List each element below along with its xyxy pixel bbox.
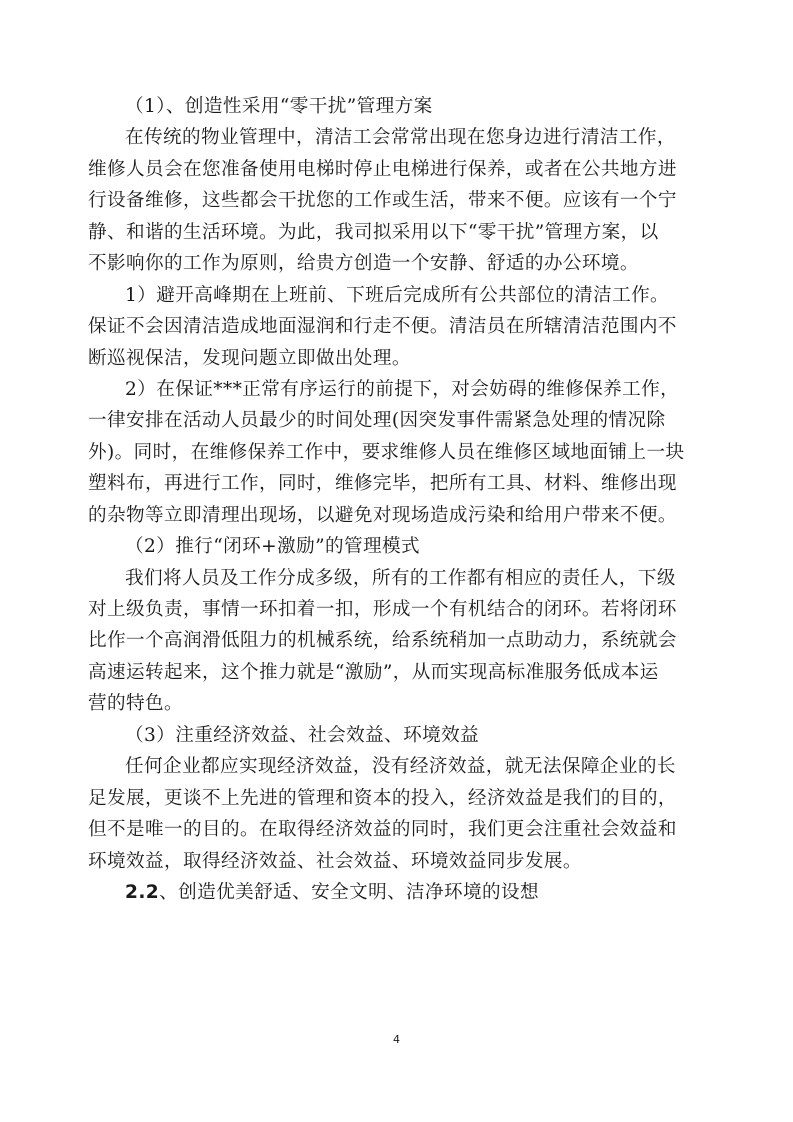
paragraph-line: 行设备维修，这些都会干扰您的工作或生活，带来不便。应该有一个宁 (88, 190, 677, 212)
paragraph-line: 高速运转起来，这个推力就是“激励”，从而实现高标准服务低成本运 (88, 661, 659, 683)
paragraph-line: 在传统的物业管理中，清洁工会常常出现在您身边进行清洁工作， (125, 127, 676, 149)
paragraph-line: 环境效益，取得经济效益、社会效益、环境效益同步发展。 (88, 850, 582, 872)
paragraph-line: 我们将人员及工作分成多级，所有的工作都有相应的责任人，下级 (125, 567, 676, 589)
subheading-zero-interference: （1）、创造性采用“零干扰”管理方案 (125, 96, 433, 117)
paragraph-line: 维修人员会在您准备使用电梯时停止电梯进行保养，或者在公共地方进 (88, 158, 677, 180)
paragraph-line: 一律安排在活动人员最少的时间处理(因突发事件需紧急处理的情况除 (88, 410, 666, 432)
paragraph-line: 不影响你的工作为原则，给贵方创造一个安静、舒适的办公环境。 (88, 253, 639, 275)
list-item-1: 1）避开高峰期在上班前、下班后完成所有公共部位的清洁工作。 (125, 284, 670, 306)
paragraph-line: 对上级负责，事情一环扣着一扣，形成一个有机结合的闭环。若将闭环 (88, 599, 677, 620)
paragraph-line: 静、和谐的生活环境。为此，我司拟采用以下“零干扰”管理方案，以 (88, 221, 659, 243)
paragraph-line: 断巡视保洁，发现问题立即做出处理。 (88, 347, 411, 369)
paragraph-line: 足发展，更谈不上先进的管理和资本的投入，经济效益是我们的目的， (88, 787, 677, 809)
subheading-benefits: （3）注重经济效益、社会效益、环境效益 (125, 724, 480, 746)
section-heading-2-2 (88, 877, 680, 908)
subheading-closed-loop: （2）推行“闭环+激励”的管理模式 (125, 536, 420, 558)
document-page (88, 91, 685, 908)
paragraph-line: 的杂物等立即清理出现场，以避免对现场造成污染和给用户带来不便。 (88, 504, 677, 526)
paragraph-line: 外)。同时，在维修保养工作中，要求维修人员在维修区域地面铺上一块 (88, 441, 685, 463)
paragraph-line: 保证不会因清洁造成地面湿润和行走不便。清洁员在所辖清洁范围内不 (88, 316, 677, 338)
paragraph-line: 塑料布，再进行工作，同时，维修完毕，把所有工具、材料、维修出现 (88, 473, 677, 495)
paragraph-line: 营的特色。 (88, 693, 183, 715)
section-title: 、创造优美舒适、安全文明、洁净环境的设想 (159, 881, 540, 903)
list-item-2: 2）在保证***正常有序运行的前提下，对会妨碍的维修保养工作， (125, 378, 680, 400)
paragraph-line: 任何企业都应实现经济效益，没有经济效益，就无法保障企业的长 (125, 756, 676, 778)
page-number: 4 (393, 1033, 400, 1046)
paragraph-line: 比作一个高润滑低阻力的机械系统，给系统稍加一点助动力，系统就会 (88, 630, 677, 652)
section-number: 2.2 (125, 881, 160, 903)
paragraph-line: 但不是唯一的目的。在取得经济效益的同时，我们更会注重社会效益和 (88, 819, 677, 841)
